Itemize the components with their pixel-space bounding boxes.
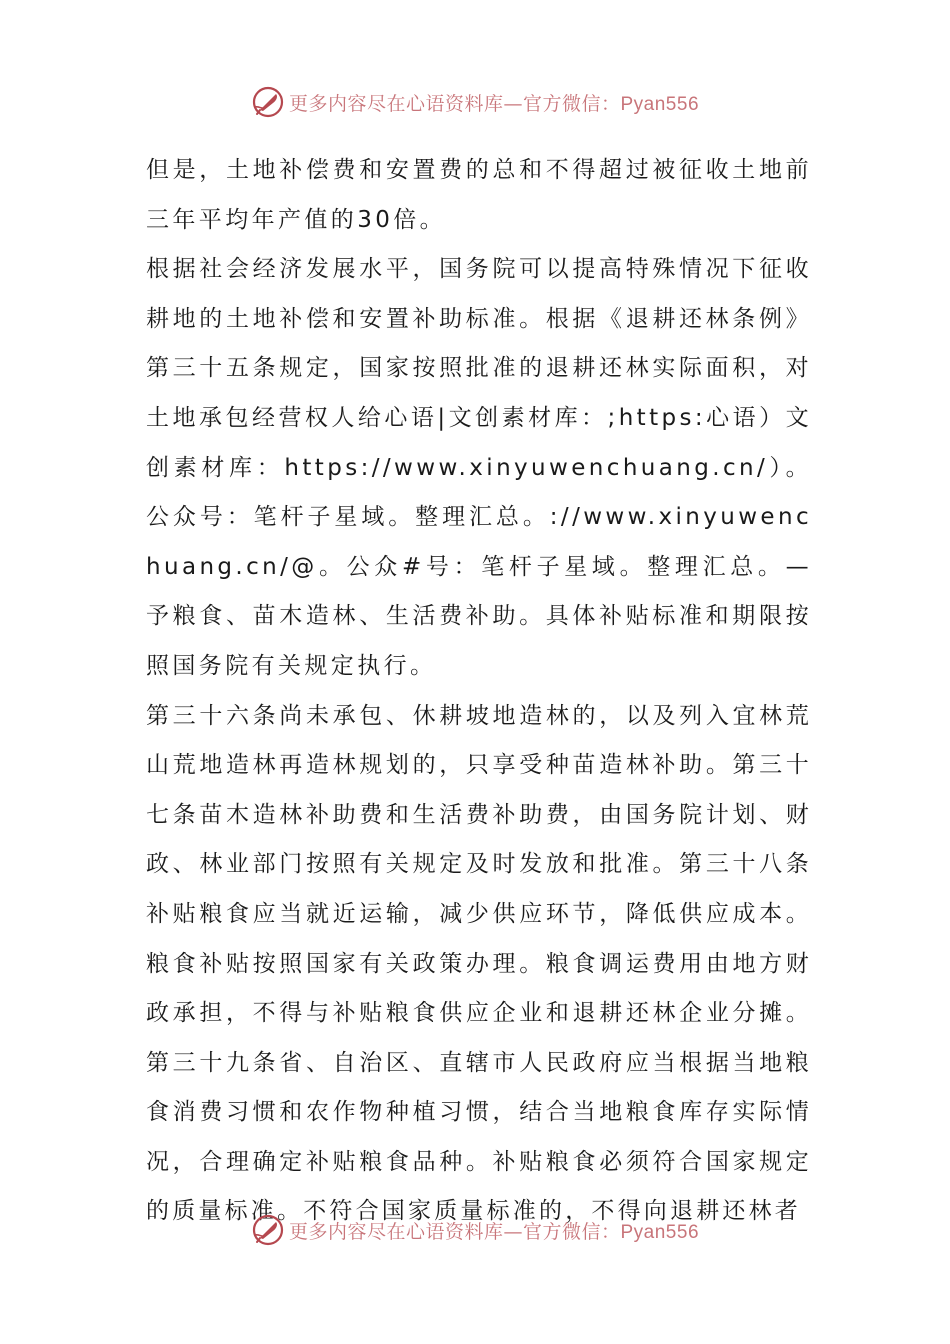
- document-body: [146, 146, 812, 1237]
- header-banner-text: 更多内容尽在心语资料库—官方微信：Pyan556: [288, 92, 700, 115]
- quill-pen-icon: [251, 85, 285, 119]
- header-banner: [0, 80, 950, 124]
- paragraph-3: 第三十六条尚未承包、休耕坡地造林的，以及列入宜林荒山荒地造林再造林规划的，只享受种苗造林补助。第三十七条苗木造林补助费和生活费补助费，由国务院计划、财政、林业部门按照有关规定及时发放和批准。第三十八条补贴粮食应当就近运输，减少供应环节，降低供应成本。粮食补贴按照国家有关政策办理。粮食调运费用由地方财政承担，不得与补贴粮食供应企业和退耕还林企业分摊。第三十九条省、自治区、直辖市人民政府应当根据当地粮食消费习惯和农作物种植习惯，结合当地粮食库存实际情况，合理确定补贴粮食品种。补贴粮食必须符合国家规定的质量标准。不符合国家质量标准的，不得向退耕还林者: [146, 702, 812, 1225]
- header-wechat-id: Pyan556: [620, 93, 700, 115]
- footer-wechat-id: Pyan556: [620, 1221, 700, 1243]
- paragraph-2: 根据社会经济发展水平，国务院可以提高特殊情况下征收耕地的土地补偿和安置补助标准。根据《退耕还林条例》第三十五条规定，国家按照批准的退耕还林实际面积，对土地承包经营权人给心语|文创素材库：;https:心语）文创素材库：https://www.xinyuwenchuang.cn/）。公众号：笔杆子星域。整理汇总。://www.xinyuwenchuang.cn/@。公众#号：笔杆子星域。整理汇总。—予粮食、苗木造林、生活费补助。具体补贴标准和期限按照国务院有关规定执行。: [146, 256, 812, 679]
- footer-banner-text: 更多内容尽在心语资料库—官方微信：Pyan556: [288, 1220, 700, 1243]
- quill-pen-icon: [251, 1213, 285, 1247]
- footer-banner: [0, 1208, 950, 1252]
- paragraph-1: 但是，土地补偿费和安置费的总和不得超过被征收土地前三年平均年产值的30倍。: [146, 157, 812, 233]
